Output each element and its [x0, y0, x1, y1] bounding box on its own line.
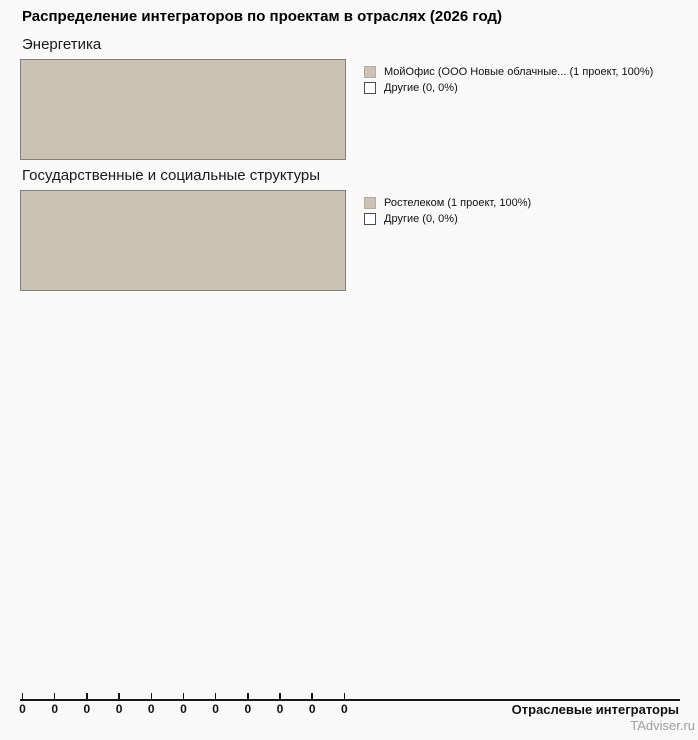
section-heading-government: Государственные и социальные структуры	[22, 167, 321, 184]
axis-tick	[307, 693, 318, 716]
legend-filled-swatch-icon	[364, 197, 376, 209]
legend-empty-swatch-icon	[364, 213, 376, 225]
legend-item-rostelecom[interactable]	[364, 195, 531, 211]
tick-mark	[118, 693, 120, 699]
tick-label: 0	[51, 702, 59, 716]
axis-tick	[114, 693, 125, 716]
tick-label: 0	[244, 702, 252, 716]
tick-mark	[247, 693, 249, 699]
axis-tick	[178, 693, 189, 716]
axis-tick	[242, 693, 253, 716]
bar-energy[interactable]	[20, 59, 346, 160]
x-axis-title: Отраслевые интеграторы	[511, 702, 679, 717]
legend-energy	[364, 64, 653, 96]
legend-item-others[interactable]	[364, 80, 653, 96]
legend-label: Ростелеком (1 проект, 100%)	[384, 197, 532, 209]
legend-government	[364, 195, 531, 227]
tick-mark	[279, 693, 281, 699]
tick-mark	[183, 693, 185, 699]
axis-tick	[17, 693, 28, 716]
chart-title: Распределение интеграторов по проектам в отраслях (2026 год)	[22, 8, 502, 25]
legend-item-moyofis[interactable]	[364, 64, 653, 80]
bar-segment-rostelecom[interactable]	[21, 191, 345, 290]
bar-government[interactable]	[20, 190, 346, 291]
axis-tick	[210, 693, 221, 716]
bar-segment-moyofis[interactable]	[21, 60, 345, 159]
tick-label: 0	[276, 702, 284, 716]
tick-label: 0	[341, 702, 348, 716]
tick-label: 0	[19, 702, 26, 716]
tick-label: 0	[83, 702, 91, 716]
legend-empty-swatch-icon	[364, 82, 376, 94]
legend-item-others[interactable]	[364, 211, 531, 227]
tick-label: 0	[115, 702, 123, 716]
section-heading-energy: Энергетика	[22, 36, 102, 53]
tick-mark	[86, 693, 88, 699]
tick-mark	[151, 693, 153, 699]
legend-filled-swatch-icon	[364, 66, 376, 78]
x-axis-ticks	[17, 693, 350, 716]
tick-mark	[215, 693, 217, 699]
legend-label: Другие (0, 0%)	[384, 82, 458, 94]
tick-label: 0	[147, 702, 155, 716]
tick-mark	[311, 693, 313, 699]
axis-tick	[339, 693, 350, 716]
legend-label: МойОфис (ООО Новые облачные... (1 проект, 100%)	[384, 66, 654, 78]
tick-label: 0	[308, 702, 316, 716]
tick-label: 0	[180, 702, 187, 716]
tick-mark	[54, 693, 56, 699]
axis-tick	[146, 693, 157, 716]
axis-tick	[81, 693, 92, 716]
axis-tick	[275, 693, 286, 716]
axis-tick	[49, 693, 60, 716]
tick-mark	[22, 693, 24, 699]
tick-label: 0	[212, 702, 219, 716]
tick-mark	[344, 693, 346, 699]
legend-label: Другие (0, 0%)	[384, 213, 458, 225]
tadviser-watermark: TAdviser.ru	[630, 718, 695, 733]
